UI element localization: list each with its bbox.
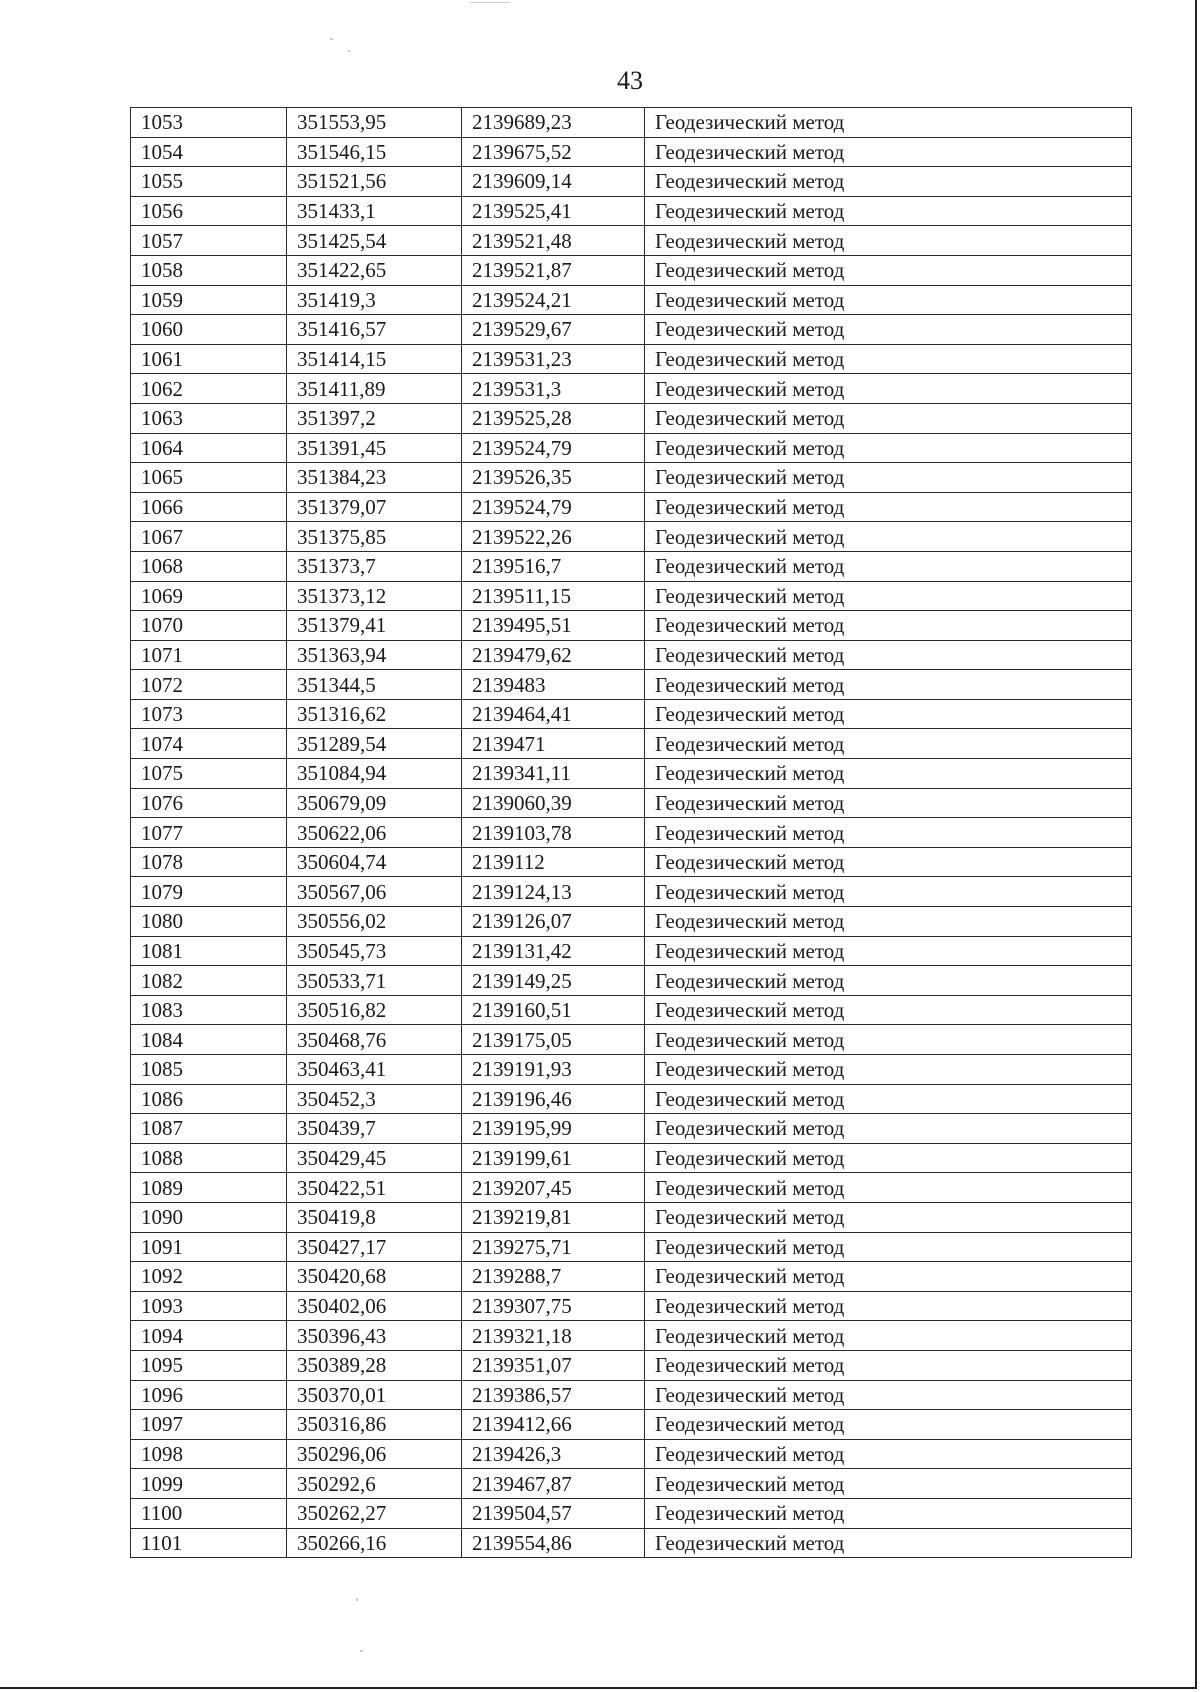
x-coordinate-cell: 350266,16 (287, 1528, 462, 1558)
method-cell: Геодезический метод (645, 1173, 1132, 1203)
method-cell: Геодезический метод (645, 847, 1132, 877)
x-coordinate-cell: 350439,7 (287, 1114, 462, 1144)
method-cell: Геодезический метод (645, 611, 1132, 641)
x-coordinate-cell: 351416,57 (287, 315, 462, 345)
table-row (131, 1262, 1132, 1292)
point-number-cell: 1099 (131, 1469, 287, 1499)
point-number-cell: 1075 (131, 759, 287, 789)
method-cell: Геодезический метод (645, 670, 1132, 700)
y-coordinate-cell: 2139531,23 (462, 344, 645, 374)
point-number-cell: 1076 (131, 788, 287, 818)
point-number-cell: 1086 (131, 1084, 287, 1114)
method-cell: Геодезический метод (645, 1380, 1132, 1410)
x-coordinate-cell: 350396,43 (287, 1321, 462, 1351)
method-cell: Геодезический метод (645, 1025, 1132, 1055)
table-row (131, 581, 1132, 611)
y-coordinate-cell: 2139524,21 (462, 285, 645, 315)
table-row (131, 640, 1132, 670)
x-coordinate-cell: 351425,54 (287, 226, 462, 256)
method-cell: Геодезический метод (645, 759, 1132, 789)
x-coordinate-cell: 350567,06 (287, 877, 462, 907)
table-row (131, 1143, 1132, 1173)
y-coordinate-cell: 2139307,75 (462, 1291, 645, 1321)
point-number-cell: 1058 (131, 255, 287, 285)
point-number-cell: 1073 (131, 699, 287, 729)
table-row (131, 1025, 1132, 1055)
point-number-cell: 1057 (131, 226, 287, 256)
method-cell: Геодезический метод (645, 374, 1132, 404)
coordinates-table-body (131, 108, 1132, 1558)
point-number-cell: 1092 (131, 1262, 287, 1292)
table-row (131, 433, 1132, 463)
table-row (131, 1350, 1132, 1380)
point-number-cell: 1098 (131, 1439, 287, 1469)
table-row (131, 403, 1132, 433)
y-coordinate-cell: 2139351,07 (462, 1350, 645, 1380)
scan-speck (470, 2, 510, 3)
y-coordinate-cell: 2139689,23 (462, 108, 645, 138)
x-coordinate-cell: 351553,95 (287, 108, 462, 138)
point-number-cell: 1063 (131, 403, 287, 433)
x-coordinate-cell: 350370,01 (287, 1380, 462, 1410)
y-coordinate-cell: 2139609,14 (462, 167, 645, 197)
table-row (131, 966, 1132, 996)
x-coordinate-cell: 350679,09 (287, 788, 462, 818)
x-coordinate-cell: 350429,45 (287, 1143, 462, 1173)
point-number-cell: 1066 (131, 492, 287, 522)
point-number-cell: 1065 (131, 463, 287, 493)
scan-speck (348, 50, 350, 52)
point-number-cell: 1085 (131, 1055, 287, 1085)
y-coordinate-cell: 2139511,15 (462, 581, 645, 611)
method-cell: Геодезический метод (645, 1202, 1132, 1232)
point-number-cell: 1074 (131, 729, 287, 759)
method-cell: Геодезический метод (645, 1410, 1132, 1440)
point-number-cell: 1069 (131, 581, 287, 611)
table-row (131, 995, 1132, 1025)
y-coordinate-cell: 2139471 (462, 729, 645, 759)
method-cell: Геодезический метод (645, 936, 1132, 966)
method-cell: Геодезический метод (645, 995, 1132, 1025)
point-number-cell: 1054 (131, 137, 287, 167)
x-coordinate-cell: 350389,28 (287, 1350, 462, 1380)
y-coordinate-cell: 2139522,26 (462, 522, 645, 552)
point-number-cell: 1077 (131, 818, 287, 848)
y-coordinate-cell: 2139131,42 (462, 936, 645, 966)
table-row (131, 1410, 1132, 1440)
table-row (131, 788, 1132, 818)
point-number-cell: 1097 (131, 1410, 287, 1440)
table-row (131, 167, 1132, 197)
method-cell: Геодезический метод (645, 1350, 1132, 1380)
table-row (131, 699, 1132, 729)
table-row (131, 196, 1132, 226)
x-coordinate-cell: 351384,23 (287, 463, 462, 493)
method-cell: Геодезический метод (645, 315, 1132, 345)
method-cell: Геодезический метод (645, 255, 1132, 285)
y-coordinate-cell: 2139288,7 (462, 1262, 645, 1292)
table-row (131, 1232, 1132, 1262)
y-coordinate-cell: 2139175,05 (462, 1025, 645, 1055)
x-coordinate-cell: 351084,94 (287, 759, 462, 789)
table-row (131, 729, 1132, 759)
method-cell: Геодезический метод (645, 344, 1132, 374)
table-row (131, 285, 1132, 315)
x-coordinate-cell: 351363,94 (287, 640, 462, 670)
x-coordinate-cell: 351373,12 (287, 581, 462, 611)
point-number-cell: 1091 (131, 1232, 287, 1262)
method-cell: Геодезический метод (645, 1528, 1132, 1558)
table-row (131, 1291, 1132, 1321)
x-coordinate-cell: 351414,15 (287, 344, 462, 374)
point-number-cell: 1087 (131, 1114, 287, 1144)
x-coordinate-cell: 350419,8 (287, 1202, 462, 1232)
method-cell: Геодезический метод (645, 1262, 1132, 1292)
method-cell: Геодезический метод (645, 492, 1132, 522)
point-number-cell: 1093 (131, 1291, 287, 1321)
y-coordinate-cell: 2139207,45 (462, 1173, 645, 1203)
y-coordinate-cell: 2139103,78 (462, 818, 645, 848)
table-row (131, 877, 1132, 907)
point-number-cell: 1059 (131, 285, 287, 315)
scan-speck (356, 1598, 358, 1601)
table-row (131, 1055, 1132, 1085)
x-coordinate-cell: 351411,89 (287, 374, 462, 404)
x-coordinate-cell: 351397,2 (287, 403, 462, 433)
table-row (131, 907, 1132, 937)
point-number-cell: 1080 (131, 907, 287, 937)
x-coordinate-cell: 350556,02 (287, 907, 462, 937)
point-number-cell: 1068 (131, 551, 287, 581)
y-coordinate-cell: 2139483 (462, 670, 645, 700)
table-row (131, 1114, 1132, 1144)
point-number-cell: 1071 (131, 640, 287, 670)
y-coordinate-cell: 2139321,18 (462, 1321, 645, 1351)
point-number-cell: 1055 (131, 167, 287, 197)
x-coordinate-cell: 351391,45 (287, 433, 462, 463)
point-number-cell: 1090 (131, 1202, 287, 1232)
method-cell: Геодезический метод (645, 1439, 1132, 1469)
method-cell: Геодезический метод (645, 551, 1132, 581)
y-coordinate-cell: 2139412,66 (462, 1410, 645, 1440)
table-row (131, 1321, 1132, 1351)
x-coordinate-cell: 350468,76 (287, 1025, 462, 1055)
method-cell: Геодезический метод (645, 907, 1132, 937)
method-cell: Геодезический метод (645, 877, 1132, 907)
method-cell: Геодезический метод (645, 522, 1132, 552)
y-coordinate-cell: 2139525,41 (462, 196, 645, 226)
x-coordinate-cell: 350533,71 (287, 966, 462, 996)
table-row (131, 492, 1132, 522)
method-cell: Геодезический метод (645, 699, 1132, 729)
x-coordinate-cell: 350516,82 (287, 995, 462, 1025)
method-cell: Геодезический метод (645, 1114, 1132, 1144)
x-coordinate-cell: 350402,06 (287, 1291, 462, 1321)
point-number-cell: 1067 (131, 522, 287, 552)
y-coordinate-cell: 2139675,52 (462, 137, 645, 167)
table-row (131, 1469, 1132, 1499)
point-number-cell: 1082 (131, 966, 287, 996)
x-coordinate-cell: 350622,06 (287, 818, 462, 848)
method-cell: Геодезический метод (645, 1321, 1132, 1351)
table-row (131, 344, 1132, 374)
point-number-cell: 1089 (131, 1173, 287, 1203)
y-coordinate-cell: 2139124,13 (462, 877, 645, 907)
method-cell: Геодезический метод (645, 226, 1132, 256)
table-row (131, 374, 1132, 404)
y-coordinate-cell: 2139554,86 (462, 1528, 645, 1558)
y-coordinate-cell: 2139479,62 (462, 640, 645, 670)
page-number: 43 (617, 66, 643, 95)
method-cell: Геодезический метод (645, 285, 1132, 315)
point-number-cell: 1053 (131, 108, 287, 138)
point-number-cell: 1101 (131, 1528, 287, 1558)
y-coordinate-cell: 2139275,71 (462, 1232, 645, 1262)
table-row (131, 1173, 1132, 1203)
table-row (131, 137, 1132, 167)
table-row (131, 226, 1132, 256)
x-coordinate-cell: 351373,7 (287, 551, 462, 581)
x-coordinate-cell: 351289,54 (287, 729, 462, 759)
point-number-cell: 1056 (131, 196, 287, 226)
table-row (131, 759, 1132, 789)
table-row (131, 551, 1132, 581)
method-cell: Геодезический метод (645, 196, 1132, 226)
x-coordinate-cell: 351379,07 (287, 492, 462, 522)
table-row (131, 670, 1132, 700)
method-cell: Геодезический метод (645, 167, 1132, 197)
x-coordinate-cell: 351316,62 (287, 699, 462, 729)
scan-speck (330, 38, 333, 40)
point-number-cell: 1072 (131, 670, 287, 700)
y-coordinate-cell: 2139531,3 (462, 374, 645, 404)
table-row (131, 1084, 1132, 1114)
method-cell: Геодезический метод (645, 788, 1132, 818)
point-number-cell: 1062 (131, 374, 287, 404)
method-cell: Геодезический метод (645, 433, 1132, 463)
method-cell: Геодезический метод (645, 108, 1132, 138)
y-coordinate-cell: 2139504,57 (462, 1498, 645, 1528)
x-coordinate-cell: 351375,85 (287, 522, 462, 552)
table-row (131, 315, 1132, 345)
method-cell: Геодезический метод (645, 463, 1132, 493)
x-coordinate-cell: 350262,27 (287, 1498, 462, 1528)
x-coordinate-cell: 351433,1 (287, 196, 462, 226)
table-row (131, 847, 1132, 877)
scan-speck (360, 1650, 363, 1652)
point-number-cell: 1100 (131, 1498, 287, 1528)
x-coordinate-cell: 351422,65 (287, 255, 462, 285)
table-row (131, 255, 1132, 285)
point-number-cell: 1096 (131, 1380, 287, 1410)
table-row (131, 1439, 1132, 1469)
table-row (131, 108, 1132, 138)
y-coordinate-cell: 2139160,51 (462, 995, 645, 1025)
y-coordinate-cell: 2139464,41 (462, 699, 645, 729)
x-coordinate-cell: 351546,15 (287, 137, 462, 167)
point-number-cell: 1079 (131, 877, 287, 907)
x-coordinate-cell: 350452,3 (287, 1084, 462, 1114)
method-cell: Геодезический метод (645, 729, 1132, 759)
method-cell: Геодезический метод (645, 818, 1132, 848)
point-number-cell: 1078 (131, 847, 287, 877)
y-coordinate-cell: 2139126,07 (462, 907, 645, 937)
table-row (131, 611, 1132, 641)
y-coordinate-cell: 2139525,28 (462, 403, 645, 433)
y-coordinate-cell: 2139386,57 (462, 1380, 645, 1410)
method-cell: Геодезический метод (645, 403, 1132, 433)
y-coordinate-cell: 2139526,35 (462, 463, 645, 493)
table-row (131, 1202, 1132, 1232)
point-number-cell: 1070 (131, 611, 287, 641)
x-coordinate-cell: 350316,86 (287, 1410, 462, 1440)
y-coordinate-cell: 2139516,7 (462, 551, 645, 581)
x-coordinate-cell: 351521,56 (287, 167, 462, 197)
x-coordinate-cell: 350420,68 (287, 1262, 462, 1292)
y-coordinate-cell: 2139060,39 (462, 788, 645, 818)
method-cell: Геодезический метод (645, 1291, 1132, 1321)
point-number-cell: 1083 (131, 995, 287, 1025)
method-cell: Геодезический метод (645, 1469, 1132, 1499)
point-number-cell: 1064 (131, 433, 287, 463)
point-number-cell: 1095 (131, 1350, 287, 1380)
table-row (131, 1528, 1132, 1558)
method-cell: Геодезический метод (645, 1232, 1132, 1262)
table-row (131, 818, 1132, 848)
x-coordinate-cell: 350463,41 (287, 1055, 462, 1085)
y-coordinate-cell: 2139341,11 (462, 759, 645, 789)
x-coordinate-cell: 350296,06 (287, 1439, 462, 1469)
coordinates-table (130, 107, 1132, 1558)
y-coordinate-cell: 2139521,87 (462, 255, 645, 285)
method-cell: Геодезический метод (645, 581, 1132, 611)
point-number-cell: 1094 (131, 1321, 287, 1351)
y-coordinate-cell: 2139521,48 (462, 226, 645, 256)
y-coordinate-cell: 2139524,79 (462, 433, 645, 463)
method-cell: Геодезический метод (645, 1143, 1132, 1173)
table-row (131, 1380, 1132, 1410)
y-coordinate-cell: 2139112 (462, 847, 645, 877)
point-number-cell: 1061 (131, 344, 287, 374)
y-coordinate-cell: 2139149,25 (462, 966, 645, 996)
method-cell: Геодезический метод (645, 640, 1132, 670)
method-cell: Геодезический метод (645, 137, 1132, 167)
method-cell: Геодезический метод (645, 1084, 1132, 1114)
y-coordinate-cell: 2139495,51 (462, 611, 645, 641)
y-coordinate-cell: 2139426,3 (462, 1439, 645, 1469)
x-coordinate-cell: 350545,73 (287, 936, 462, 966)
x-coordinate-cell: 350292,6 (287, 1469, 462, 1499)
y-coordinate-cell: 2139219,81 (462, 1202, 645, 1232)
x-coordinate-cell: 350427,17 (287, 1232, 462, 1262)
x-coordinate-cell: 350604,74 (287, 847, 462, 877)
method-cell: Геодезический метод (645, 966, 1132, 996)
method-cell: Геодезический метод (645, 1055, 1132, 1085)
method-cell: Геодезический метод (645, 1498, 1132, 1528)
point-number-cell: 1084 (131, 1025, 287, 1055)
y-coordinate-cell: 2139199,61 (462, 1143, 645, 1173)
table-row (131, 1498, 1132, 1528)
y-coordinate-cell: 2139195,99 (462, 1114, 645, 1144)
point-number-cell: 1060 (131, 315, 287, 345)
point-number-cell: 1088 (131, 1143, 287, 1173)
y-coordinate-cell: 2139191,93 (462, 1055, 645, 1085)
y-coordinate-cell: 2139529,67 (462, 315, 645, 345)
y-coordinate-cell: 2139524,79 (462, 492, 645, 522)
table-row (131, 463, 1132, 493)
point-number-cell: 1081 (131, 936, 287, 966)
x-coordinate-cell: 351344,5 (287, 670, 462, 700)
table-row (131, 522, 1132, 552)
y-coordinate-cell: 2139467,87 (462, 1469, 645, 1499)
x-coordinate-cell: 351419,3 (287, 285, 462, 315)
y-coordinate-cell: 2139196,46 (462, 1084, 645, 1114)
table-row (131, 936, 1132, 966)
x-coordinate-cell: 350422,51 (287, 1173, 462, 1203)
x-coordinate-cell: 351379,41 (287, 611, 462, 641)
